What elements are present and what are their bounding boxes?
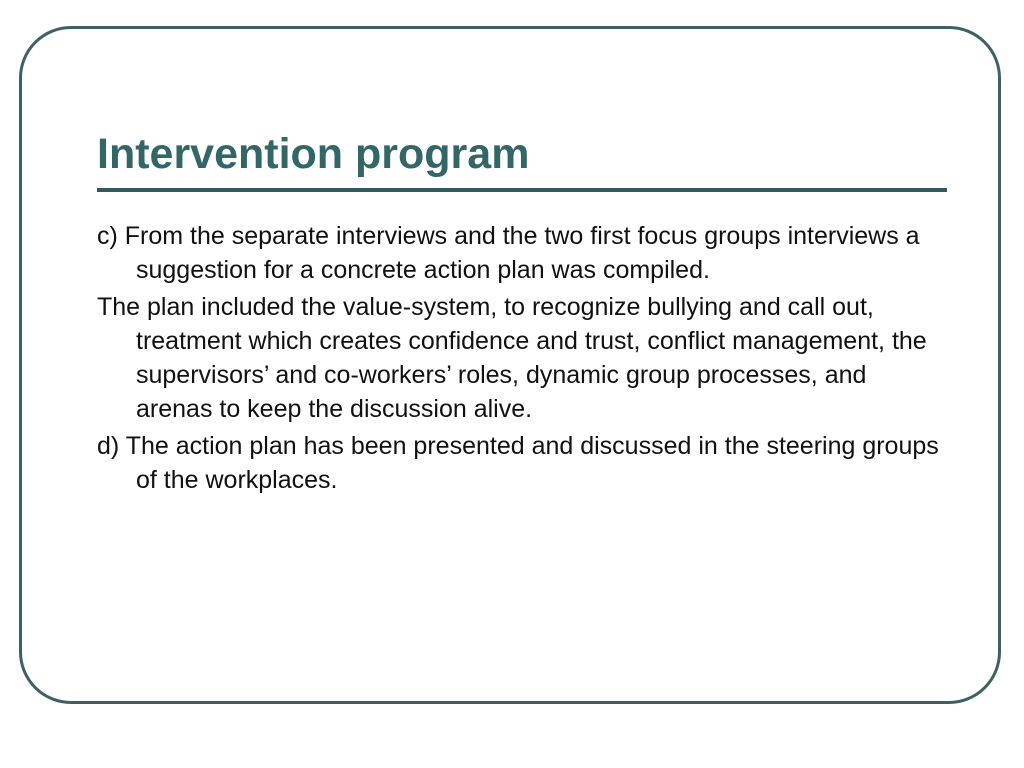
slide-body-text (97, 219, 947, 500)
paragraph-d: d) The action plan has been presented and discussed in the steering groups of the workplaces. (97, 432, 939, 494)
slide-title: Intervention program (97, 130, 530, 178)
paragraph-plan-contents: The plan included the value-system, to recognize bullying and call out, treatment which creates confidence and trust, conflict management, the supervisors’ and co-workers’ roles, dynamic group processes, and arenas to keep the discussion alive. (97, 293, 927, 423)
paragraph-c: c) From the separate interviews and the two first focus groups interviews a suggestion for a concrete action plan was compiled. (97, 222, 920, 284)
title-underline-divider (97, 188, 947, 192)
